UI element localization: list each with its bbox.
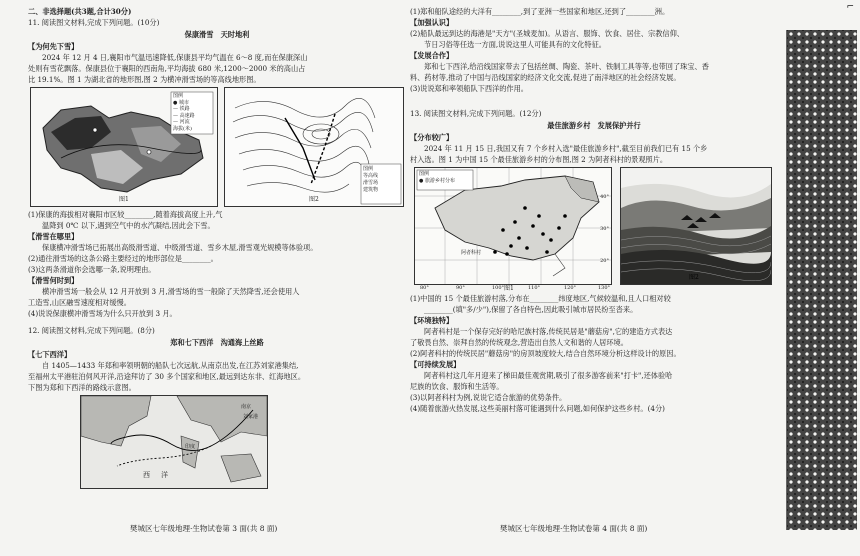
q13-fig2-caption: 图2 (689, 274, 699, 281)
section-heading: 二、非选择题(共3题,合计30分) (28, 7, 132, 16)
fig1-legend-river: — 河流 (173, 119, 190, 125)
fig2-legend-building: 建筑物 (363, 187, 379, 193)
q13-para-1b: 村入选。图 1 为中国 15 个最佳旅游乡村的分布图,图 2 为阿者科村的景观照片。 (410, 155, 668, 164)
lon-tick-130: 130° (598, 285, 611, 291)
q12-para-3b: 料、药材等,推动了中国与沿线国家的经济文化交流,促进了南洋地区的社会经济发展。 (410, 73, 681, 82)
q12-para-1c: 下图为郑和下西洋的路线示意图。 (28, 383, 136, 392)
lon-tick-100: 100° (492, 285, 505, 291)
q12-question-3: (3)说说郑和率领船队下西洋的作用。 (410, 84, 528, 93)
q11-para-2: 保康横冲滑雪场已拓展出高级滑雪道、中级滑雪道、雪乡木屋,滑雪观光规模等体验项。 (42, 243, 318, 252)
q11-tag-2: 【滑雪在哪里】 (28, 232, 79, 241)
lat-tick-40: 40° (600, 194, 609, 200)
fig1-legend-elevation: 海拔(米) (173, 125, 192, 132)
corner-mark: ⌐ (846, 2, 854, 12)
q13-figures (410, 167, 778, 291)
page-4 (410, 6, 778, 521)
fig2-legend-contour: 等高线 (363, 173, 379, 179)
fig2-caption: 图2 (309, 196, 319, 203)
q13-map-legend (419, 171, 455, 185)
q13-para-2b: 了敬畏自然、崇拜自然的传统观念,营造出自然人文和谐的人居环境。 (410, 338, 628, 347)
q13-question-4: (4)随着旅游火热发展,这些美丽村落可能遇到什么问题,如何保护这些乡村。(4分) (410, 404, 665, 413)
q12-para-1b: 至福州太平港驻泊伺风开洋,沿途拜访了 30 多个国家和地区,最远到达东非、红海地区。 (28, 372, 306, 381)
q11-stem: 11. 阅读图文材料,完成下列问题。(10分) (28, 18, 160, 27)
q12-tag-2: 【加强认识】 (410, 18, 454, 27)
azheke-village-photo (620, 167, 772, 285)
q13-stem: 13. 阅读图文材料,完成下列问题。(12分) (410, 109, 542, 118)
map-label-ocean: 洋 (161, 471, 168, 479)
lon-tick-80: 80° (420, 285, 429, 291)
q13-question-1a: (1)中国的 15 个最佳旅游村落,分布在________纬度地区,气候较温和,且人口相对较 (410, 294, 671, 303)
q11-question-4: (4)说说保康横冲滑雪场为什么只开放到 3 月。 (28, 309, 177, 318)
q13-para-1a: 2024 年 11 月 15 日,我国又有 7 个乡村入选"最佳旅游乡村",截至目前我们已有 15 个乡 (424, 144, 708, 153)
fig1-caption: 图1 (119, 196, 129, 203)
q12-question-2b: 节日习俗等任选一方面,说说这里人可能具有的文化特征。 (424, 40, 606, 49)
q11-title: 保康滑雪 天时地利 (184, 30, 250, 39)
q11-para-1c: 比 19.1%。图 1 为湖北省的地形图,图 2 为横冲滑雪场的等高线地形图。 (28, 75, 261, 84)
q13-question-3: (3)以阿者科村为例,说说它适合旅游的优势条件。 (410, 393, 567, 402)
q11-question-2: (2)通往滑雪场的这条公路主要经过的地形部位是________。 (28, 254, 218, 263)
china-village-map (414, 167, 612, 285)
fig1-legend-rail: — 铁路 (173, 106, 190, 112)
q11-para-1b: 处则有雪花飘落。保康县位于襄阳的西南角,平均海拔 680 米,1200～2000 米的高山占 (28, 64, 306, 73)
page-4-footer: 樊城区七年级地理·生物试卷第 4 面(共 8 面) (500, 524, 648, 533)
fig2-legend (363, 166, 378, 194)
hubei-terrain-map (30, 87, 218, 207)
lon-tick-90: 90° (456, 285, 465, 291)
ski-resort-contour-map (224, 87, 404, 207)
q13-legend-village: ● 旅游乡村分布 (419, 178, 455, 184)
map-label-azheke: 阿者科村 (461, 250, 482, 256)
fig1-legend-title: 图例 (173, 93, 184, 99)
q12-question-2a: (2)船队最远到达的海港是"天方"(圣城麦加)。从语言、服饰、饮食、居住、宗教信仰、 (410, 29, 684, 38)
q11-para-3a: 横冲滑雪场一般会从 12 月开放到 3 月,滑雪场的雪一般除了天然降雪,还会使用人 (42, 287, 300, 296)
security-pattern-strip (786, 30, 857, 530)
q13-question-2: (2)阿者科村的传统民居"蘑菇房"的房顶坡度较大,结合自然环境分析这样设计的原因。 (410, 349, 681, 358)
q13-para-3a: 阿者科村这几年月迎来了梯田最佳观赏期,吸引了很多游客前来"打卡",还体验哈 (424, 371, 673, 380)
lon-tick-110: 110° (528, 285, 541, 291)
q11-tag-1: 【为何先下雪】 (28, 42, 79, 51)
lat-tick-30: 30° (600, 226, 609, 232)
q13-tag-1: 【分布较广】 (410, 133, 454, 142)
q13-legend-title: 图例 (419, 171, 430, 177)
q12-tag-3: 【发展合作】 (410, 51, 454, 60)
zhenghe-route-map (80, 395, 268, 489)
map-label-india: 印度 (185, 444, 196, 450)
q12-tag-1: 【七下西洋】 (28, 350, 72, 359)
fig2-legend-title: 图例 (363, 166, 374, 172)
map-label-liujiagang: 刘家港 (243, 414, 259, 420)
q12-stem: 12. 阅读图文材料,完成下列问题。(8分) (28, 326, 155, 335)
page-3 (28, 6, 406, 521)
q13-para-2a: 阿者科村是一个保存完好的哈尼族村落,传统民居是"蘑菇房",它的建造方式表达 (424, 327, 673, 336)
lon-tick-120: 120° (564, 285, 577, 291)
q11-para-1a: 2024 年 12 月 4 日,襄阳市气温迅速降低,保康县平均气温在 6～8 度,而在保康深山 (42, 53, 308, 62)
q13-fig1-caption: 图1 (504, 285, 514, 292)
q11-figures (28, 87, 406, 207)
page-3-footer: 樊城区七年级地理·生物试卷第 3 面(共 8 面) (130, 524, 278, 533)
map-label-nanjing: 南京 (241, 404, 252, 410)
map-label-west: 西 (143, 471, 150, 479)
q13-para-3b: 尼族的饮食、服饰和生活等。 (410, 382, 504, 391)
q12-para-1a: 自 1405—1433 年郑和率领明朝的船队七次远航,从南京出发,在江苏刘家港集结, (42, 361, 299, 370)
fig1-legend (173, 93, 195, 132)
lat-tick-20: 20° (600, 258, 609, 264)
q11-para-3b: 工造雪,山区融雪速度相对缓慢。 (28, 298, 131, 307)
fig1-legend-city: ● 城市 (173, 99, 189, 106)
q11-question-1a: (1)保康的海拔相对襄阳市区较________,随着海拔高度上升,气 (28, 210, 223, 219)
q11-question-1b: 温降到 0℃ 以下,遇到空气中的水汽凝结,因此会下雪。 (42, 221, 215, 230)
q13-tag-2: 【环境独特】 (410, 316, 454, 325)
q11-tag-3: 【滑雪何时到】 (28, 276, 79, 285)
q12-question-1: (1)郑和船队途经的大洋有________,到了亚洲一些国家和地区,还到了________洲。 (410, 7, 670, 16)
q13-title: 最佳旅游乡村 发展保护并行 (547, 121, 641, 130)
q13-tag-3: 【可持续发展】 (410, 360, 461, 369)
q12-title: 郑和七下西洋 沟通海上丝路 (170, 338, 264, 347)
q12-para-3a: 郑和七下西洋,给沿线国家带去了包括丝绸、陶瓷、茶叶、铁制工具等等,也带回了珠宝、香 (424, 62, 709, 71)
q11-question-3: (3)这两条滑道你会选哪一条,说明理由。 (28, 265, 156, 274)
fig1-legend-highway: — 高速路 (173, 112, 195, 119)
q13-question-1b: ________(填"多/少"),保留了各自特色,因此吸引城市居民纷至沓来。 (424, 305, 638, 314)
fig2-legend-resort: 滑雪场 (363, 180, 379, 186)
